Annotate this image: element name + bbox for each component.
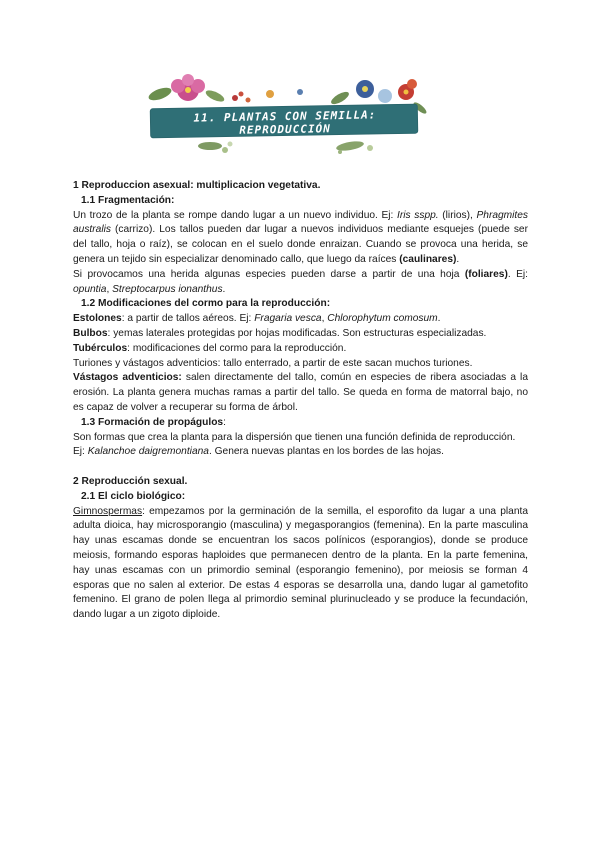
document-body <box>73 179 528 623</box>
paragraph-foliares: Si provocamos una herida algunas especies pueden darse a partir de una hoja (foliares). Ej: opuntia, Streptocarpus ionanthus. <box>73 268 528 295</box>
spacer <box>73 460 528 475</box>
paragraph-fragmentacion: Un trozo de la planta se rompe dando lugar a un nuevo individuo. Ej: Iris sspp. (lirios), Phragmites australis (carrizo). Los tallos pueden dar lugar a nuevos individuos mediante esquejes (puede ser del tallo, hoja o raíz), se colocan en el suelo donde enraizan. Cuando se provoca una herida, se genera un tejido sin especializar denominado callo, que luego da raíces (caulinares). <box>73 209 529 265</box>
section-2-heading: 2 Reproducción sexual. <box>73 475 188 487</box>
paragraph-gimnospermas: Gimnospermas: empezamos por la germinación de la semilla, el esporofito da lugar a una planta adulta dioica, hay microsporangio (masculina) y megasporangios (femenina). En la parte masculina hay unas escamas donde se encuentran los sacos polínicos (esporangios), donde se produce meiosis, formando esporas haploides que permanecen dentro de la planta. En la parte femenina, hay unas escamas con un primordio seminal (esporangio femenino), por meiosis se forman 4 esporas que no salen al exterior. De estas 4 esporas se desarrolla una, dando lugar al gametofito femenino. El grano de polen llega al primordio seminal plurinucleado y se produce la fecundación, dando lugar a un zigoto diploide. <box>73 505 528 621</box>
paragraph-vastagos: Vástagos adventicios: salen directamente del tallo, común en especies de ribera asociadas a la erosión. La planta genera muchas ramas a partir del tallo. Se queda en forma de matorral bajo, no es capaz de volver a recuperar su forma de árbol. <box>73 372 528 413</box>
pink-flower-icon <box>171 74 205 101</box>
paragraph-kalanchoe: Ej: Kalanchoe daigremontiana. Genera nuevas plantas en los bordes de las hojas. <box>73 446 444 458</box>
paragraph-propagulos: Son formas que crea la planta para la dispersión que tienen una función definida de reproducción. <box>73 431 516 443</box>
subsection-2-1-heading: 2.1 El ciclo biológico: <box>81 490 186 502</box>
paragraph-estolones: Estolones: a partir de tallos aéreos. Ej: Fragaria vesca, Chlorophytum comosum. <box>73 313 441 325</box>
blue-flower-icon <box>356 80 392 103</box>
section-1-heading: 1 Reproduccion asexual: multiplicacion vegetativa. <box>73 180 321 191</box>
subsection-1-3-heading: 1.3 Formación de propágulos: <box>81 416 226 428</box>
red-flower-icon <box>398 79 417 100</box>
subsection-1-1-heading: 1.1 Fragmentación: <box>81 194 175 206</box>
page-title: 11. PLANTAS CON SEMILLA: REPRODUCCIÓN <box>193 108 377 137</box>
subsection-1-2-heading: 1.2 Modificaciones del cormo para la reproducción: <box>81 298 331 310</box>
paragraph-tuberculos: Tubérculos: modificaciones del cormo para la reproducción. <box>73 342 347 354</box>
paragraph-bulbos: Bulbos: yemas laterales protegidas por hojas modificadas. Son estructuras especializadas. <box>73 327 487 339</box>
paragraph-turiones: Turiones y vástagos adventicios: tallo enterrado, a partir de este sacan muchos turiones. <box>73 357 473 369</box>
